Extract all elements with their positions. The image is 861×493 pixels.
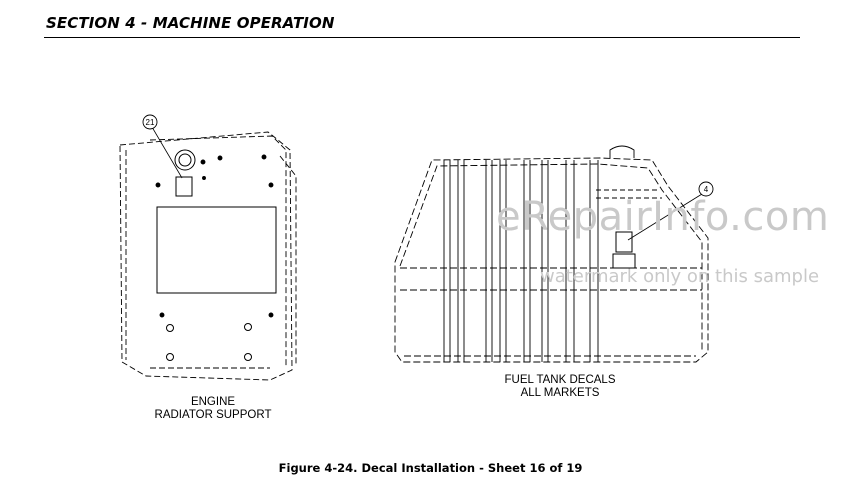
fuel-caption-line1: FUEL TANK DECALS	[504, 374, 616, 386]
fuel-caption-line2: ALL MARKETS	[520, 387, 600, 399]
callout-21-label: 21	[145, 118, 155, 127]
callout-4-label: 4	[703, 185, 709, 194]
figure-title: Figure 4-24. Decal Installation - Sheet 16 of 19	[278, 461, 583, 475]
engine-caption-line1: ENGINE	[190, 396, 236, 408]
section-title: SECTION 4 - MACHINE OPERATION	[46, 14, 335, 32]
fuel-tank-caption	[490, 374, 630, 400]
fuel-tank-drawing	[395, 146, 708, 362]
engine-caption	[148, 396, 278, 422]
engine-caption-line2: RADIATOR SUPPORT	[154, 409, 272, 421]
engine-radiator-support-drawing	[120, 127, 296, 380]
watermark-title: eRepairInfo.com	[496, 194, 830, 240]
watermark-subtitle: watermark only on this sample	[540, 266, 820, 287]
